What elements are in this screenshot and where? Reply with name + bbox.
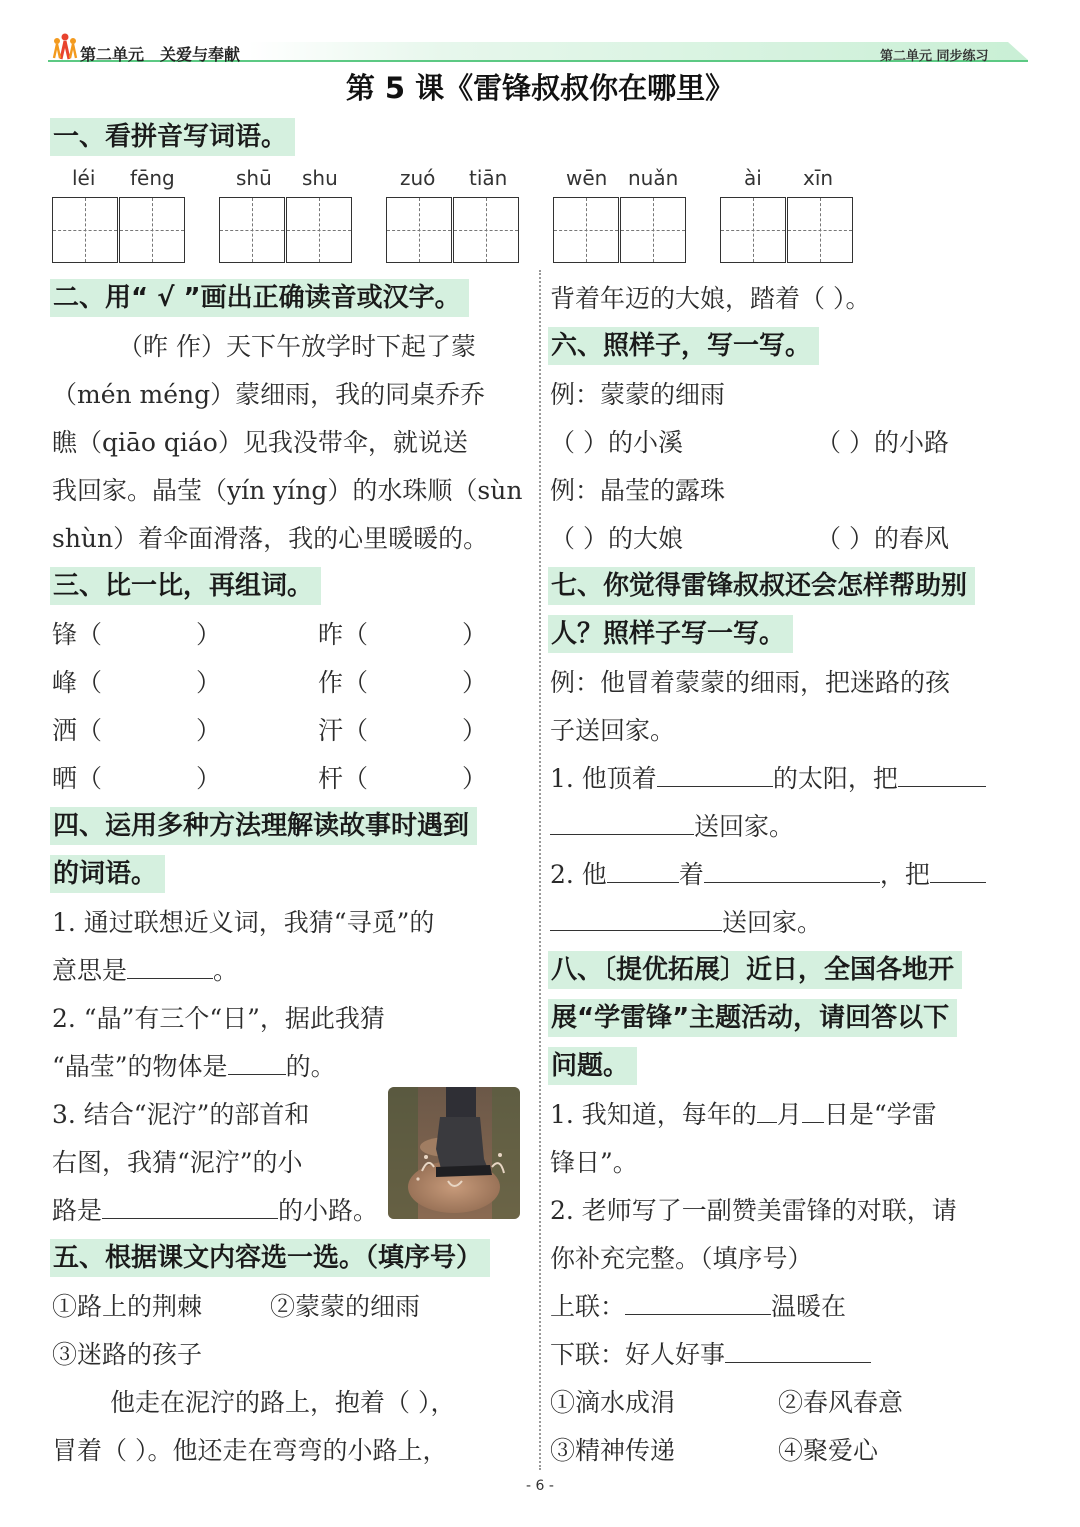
compare-item: 洒（ <box>52 716 103 745</box>
question-line <box>550 851 986 899</box>
fill-item: （ ）的小路 <box>816 428 949 457</box>
question-text: 上联： <box>550 1292 626 1321</box>
question-text: 温暖在 <box>771 1292 847 1321</box>
answer-blank[interactable] <box>802 1092 824 1123</box>
question-text: “晶莹”的物体是 <box>52 1052 228 1081</box>
option-item: ①路上的荆棘 <box>52 1292 203 1321</box>
compare-item: 昨（ <box>318 620 369 649</box>
option-item: ①滴水成涓 <box>550 1388 676 1417</box>
compare-close: ） <box>462 668 488 697</box>
question-line <box>550 803 794 851</box>
question-line <box>550 1091 937 1139</box>
section-1-heading: 一、看拼音写词语。 <box>50 118 295 156</box>
question-line <box>52 1043 336 1091</box>
answer-blank[interactable] <box>898 756 986 787</box>
section-8-heading: 八、〔提优拓展〕近日，全国各地开 <box>548 951 962 989</box>
answer-blank[interactable] <box>657 756 773 787</box>
pinyin-label: ài <box>744 166 762 190</box>
passage-line: 瞧（qiāo qiáo）见我没带伞，就说送 <box>52 428 468 457</box>
muddy-path-photo <box>388 1087 520 1219</box>
pinyin-label: fēng <box>130 166 175 190</box>
fill-item: （ ）的春风 <box>816 524 949 553</box>
compare-close: ） <box>196 764 222 793</box>
question-text: 意思是 <box>52 956 128 985</box>
question-text: 路是 <box>52 1196 103 1225</box>
answer-blank[interactable] <box>228 1044 286 1075</box>
section-4-heading-cont: 的词语。 <box>50 855 165 893</box>
question-text: 送回家。 <box>722 908 823 937</box>
page-title: 第 5 课《雷锋叔叔你在哪里》 <box>345 71 735 105</box>
pinyin-label: shu <box>302 166 338 190</box>
couplet-upper <box>550 1283 846 1331</box>
compare-item: 作（ <box>318 668 369 697</box>
compare-item: 晒（ <box>52 764 103 793</box>
pinyin-label: zuó <box>400 166 436 190</box>
compare-item: 锋（ <box>52 620 103 649</box>
passage-line: 背着年迈的大娘，踏着（ ）。 <box>550 284 871 313</box>
writing-grid-box[interactable] <box>787 197 853 263</box>
section-3-heading: 三、比一比，再组词。 <box>50 567 321 605</box>
pinyin-label: shū <box>236 166 272 190</box>
option-item: ④聚爱心 <box>778 1436 879 1465</box>
section-8-heading-cont: 问题。 <box>548 1047 637 1085</box>
compare-close: ） <box>196 716 222 745</box>
question-text: 的小路。 <box>278 1196 379 1225</box>
question-line <box>52 947 238 995</box>
writing-grid-box[interactable] <box>620 197 686 263</box>
fill-item: （ ）的小溪 <box>550 428 683 457</box>
writing-grid-box[interactable] <box>386 197 452 263</box>
pinyin-label: tiān <box>469 166 508 190</box>
question-text: 的太阳，把 <box>772 764 898 793</box>
compare-item: 峰（ <box>52 668 103 697</box>
question-text: 下联：好人好事 <box>550 1340 726 1369</box>
passage-line: （昨 作）天下午放学时下起了蒙 <box>118 332 476 361</box>
pinyin-label: léi <box>72 166 96 190</box>
passage-line: shùn）着伞面滑落，我的心里暖暖的。 <box>52 524 489 553</box>
answer-blank[interactable] <box>550 804 694 835</box>
section-7-heading: 七、你觉得雷锋叔叔还会怎样帮助别 <box>548 567 975 605</box>
header-unit-title: 第二单元 关爱与奉献 <box>80 45 241 64</box>
question-line <box>550 899 822 947</box>
example-line: 例：晶莹的露珠 <box>550 476 726 505</box>
page-number: - 6 - <box>526 1478 554 1494</box>
passage-line: （mén méng）蒙细雨，我的同桌乔乔 <box>52 380 486 409</box>
passage-line: 我回家。晶莹（yín yíng）的水珠顺（sùn <box>52 476 523 505</box>
option-item: ③迷路的孩子 <box>52 1340 203 1369</box>
writing-grid-box[interactable] <box>286 197 352 263</box>
question-line: 锋日”。 <box>550 1148 638 1177</box>
answer-blank[interactable] <box>550 900 722 931</box>
question-line: 1. 通过联想近义词，我猜“寻觅”的 <box>52 908 435 937</box>
section-2-heading: 二、用“ √ ”画出正确读音或汉字。 <box>50 279 469 317</box>
question-line <box>550 755 986 803</box>
pinyin-label: nuǎn <box>628 166 679 190</box>
section-6-heading: 六、照样子，写一写。 <box>548 327 819 365</box>
example-line: 例：他冒着蒙蒙的细雨，把迷路的孩 <box>550 668 951 697</box>
question-text: 2. 他 <box>550 860 607 889</box>
family-logo-icon <box>52 32 78 60</box>
section-7-heading-cont: 人？照样子写一写。 <box>548 615 793 653</box>
question-text: 1. 他顶着 <box>550 764 657 793</box>
writing-grid-box[interactable] <box>553 197 619 263</box>
option-item: ②蒙蒙的细雨 <box>270 1292 421 1321</box>
question-line: 2. 老师写了一副赞美雷锋的对联，请 <box>550 1196 957 1225</box>
compare-close: ） <box>462 620 488 649</box>
compare-close: ） <box>462 716 488 745</box>
question-text: 日是“学雷 <box>823 1100 937 1129</box>
passage-line: 他走在泥泞的路上，抱着（ ）， <box>110 1388 456 1417</box>
question-text: ，把 <box>879 860 930 889</box>
answer-blank[interactable] <box>102 1188 278 1219</box>
answer-blank[interactable] <box>757 1092 777 1123</box>
column-divider <box>539 270 541 1470</box>
question-line: 你补充完整。（填序号） <box>550 1244 813 1273</box>
writing-grid-box[interactable] <box>453 197 519 263</box>
compare-close: ） <box>196 620 222 649</box>
writing-grid-box[interactable] <box>52 197 118 263</box>
question-line: 3. 结合“泥泞”的部首和 <box>52 1100 310 1129</box>
question-text: 。 <box>213 956 239 985</box>
question-text: 1. 我知道，每年的 <box>550 1100 757 1129</box>
example-line: 例：蒙蒙的细雨 <box>550 380 726 409</box>
option-item: ②春风春意 <box>778 1388 904 1417</box>
question-line <box>52 1187 378 1235</box>
answer-blank[interactable] <box>127 948 213 979</box>
section-5-heading: 五、根据课文内容选一选。（填序号） <box>50 1239 490 1277</box>
question-line: 2. “晶”有三个“日”，据此我猜 <box>52 1004 385 1033</box>
writing-grid-box[interactable] <box>219 197 285 263</box>
answer-blank[interactable] <box>725 1332 871 1363</box>
couplet-lower <box>550 1331 871 1379</box>
example-line: 子送回家。 <box>550 716 676 745</box>
question-text: 月 <box>776 1100 802 1129</box>
answer-blank[interactable] <box>607 852 679 883</box>
pinyin-label: wēn <box>566 166 608 190</box>
pinyin-label: xīn <box>803 166 834 190</box>
fill-item: （ ）的大娘 <box>550 524 683 553</box>
question-text: 的。 <box>285 1052 336 1081</box>
section-8-heading-cont: 展“学雷锋”主题活动，请回答以下 <box>548 999 957 1037</box>
section-4-heading: 四、运用多种方法理解读故事时遇到 <box>50 807 477 845</box>
answer-blank[interactable] <box>625 1284 771 1315</box>
option-item: ③精神传递 <box>550 1436 676 1465</box>
answer-blank[interactable] <box>930 852 986 883</box>
compare-close: ） <box>462 764 488 793</box>
question-text: 送回家。 <box>694 812 795 841</box>
passage-line: 冒着（ ）。他还走在弯弯的小路上， <box>52 1436 448 1465</box>
compare-item: 杆（ <box>318 764 369 793</box>
answer-blank[interactable] <box>704 852 880 883</box>
question-text: 着 <box>678 860 704 889</box>
compare-close: ） <box>196 668 222 697</box>
writing-grid-box[interactable] <box>119 197 185 263</box>
compare-item: 汗（ <box>318 716 369 745</box>
question-line: 右图，我猜“泥泞”的小 <box>52 1148 303 1177</box>
writing-grid-box[interactable] <box>720 197 786 263</box>
header-right-label: 第二单元 同步练习 <box>880 49 989 64</box>
